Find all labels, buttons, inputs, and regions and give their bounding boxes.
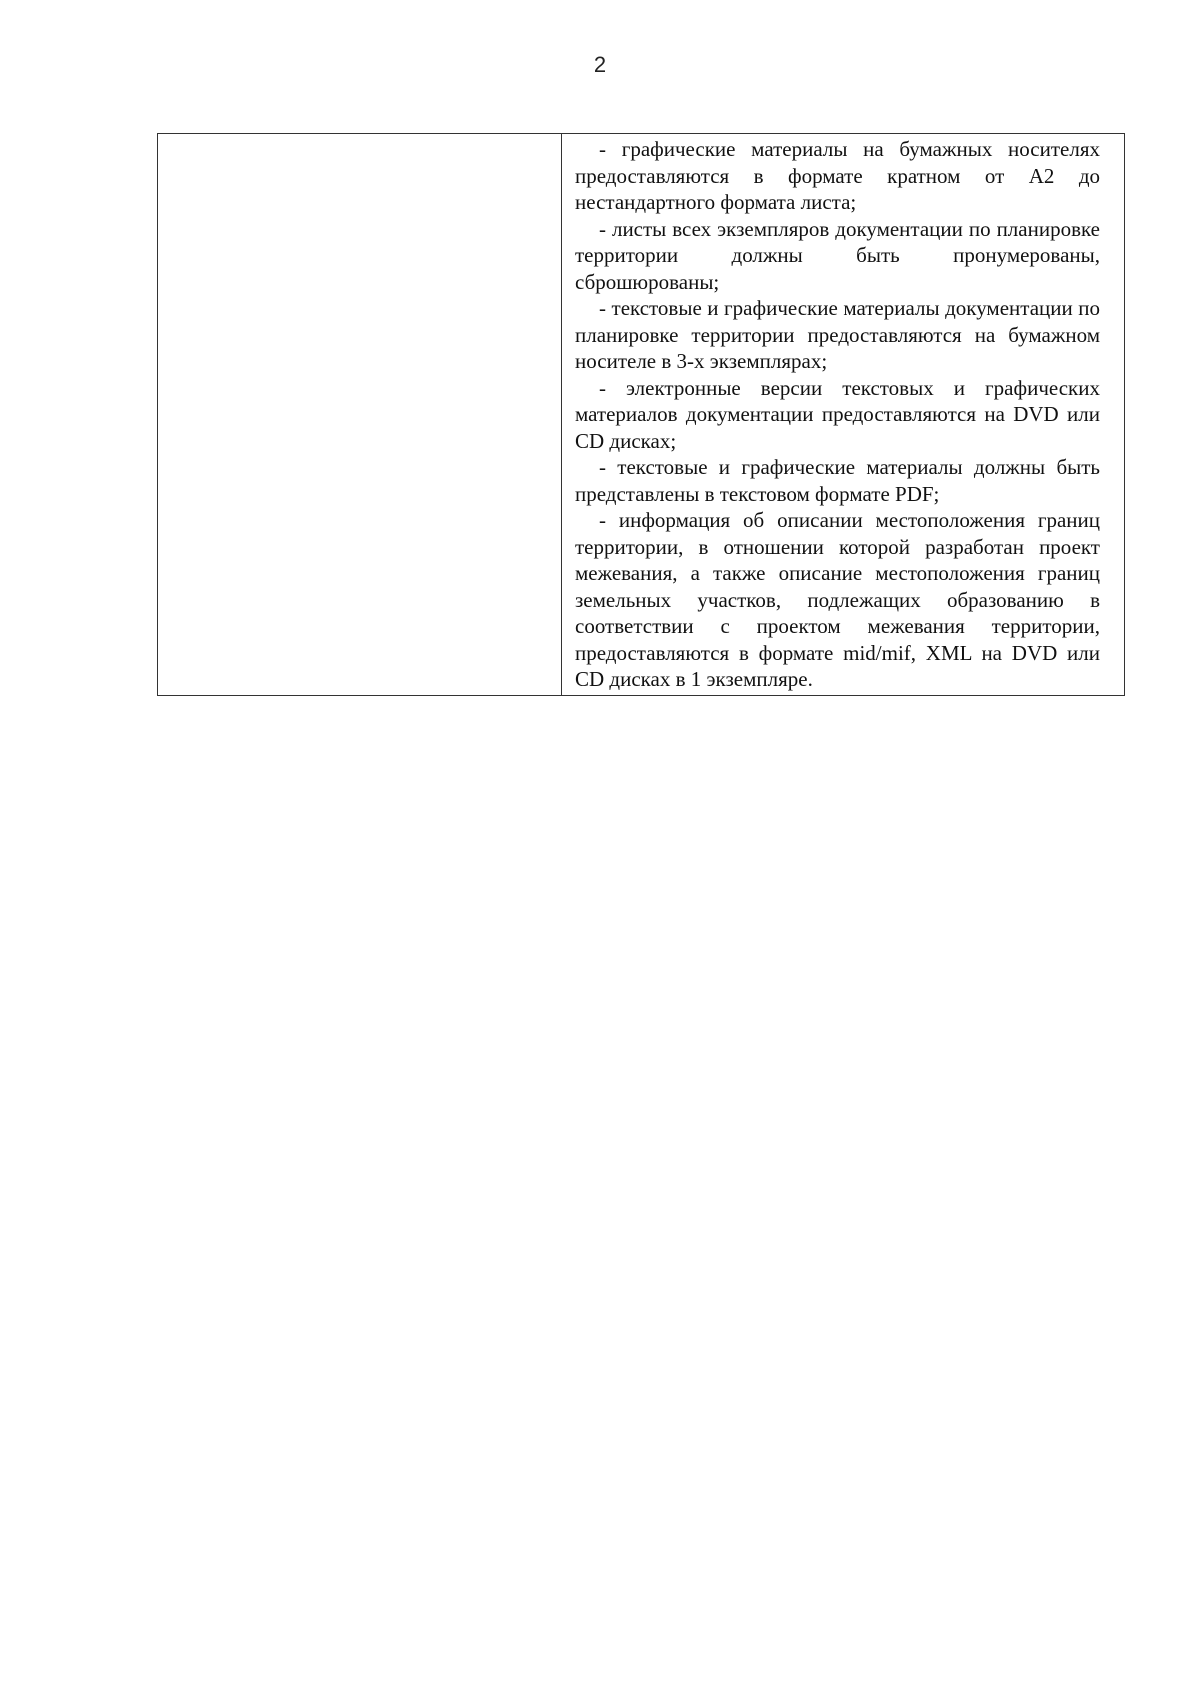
requirements-cell [562, 134, 1125, 696]
requirement-paper-format: - графические материалы на бумажных носителях предоставляются в формате кратном от А2 до нестандартного формата листа; [575, 137, 1100, 214]
table-row [158, 134, 1125, 696]
requirement-numbering: - листы всех экземпляров документации по планировке территории должны быть пронумерованы, сброшюрованы; [575, 216, 1100, 294]
requirements-table [157, 133, 1125, 696]
empty-left-cell [158, 134, 562, 696]
requirement-paper-copies: - текстовые и графические материалы документации по планировке территории предоставляются на бумажном носителе в 3-х экземплярах; [575, 296, 1100, 373]
requirement-pdf-format: - текстовые и графические материалы должны быть представлены в текстовом формате PDF; [575, 455, 1100, 506]
requirement-boundary-data: - информация об описании местоположения границ территории, в отношении которой разработан проект межевания, а также описание местоположения границ земельных участков, подлежащих образованию в соответствии с проектом межевания территории, предоставляются в формате mid/mif, XML на DVD или CD дисках в 1 экземпляре. [575, 508, 1100, 691]
page-number: 2 [593, 52, 607, 77]
requirement-electronic-media: - электронные версии текстовых и графических материалов документации предоставляются на DVD или CD дисках; [575, 375, 1100, 453]
